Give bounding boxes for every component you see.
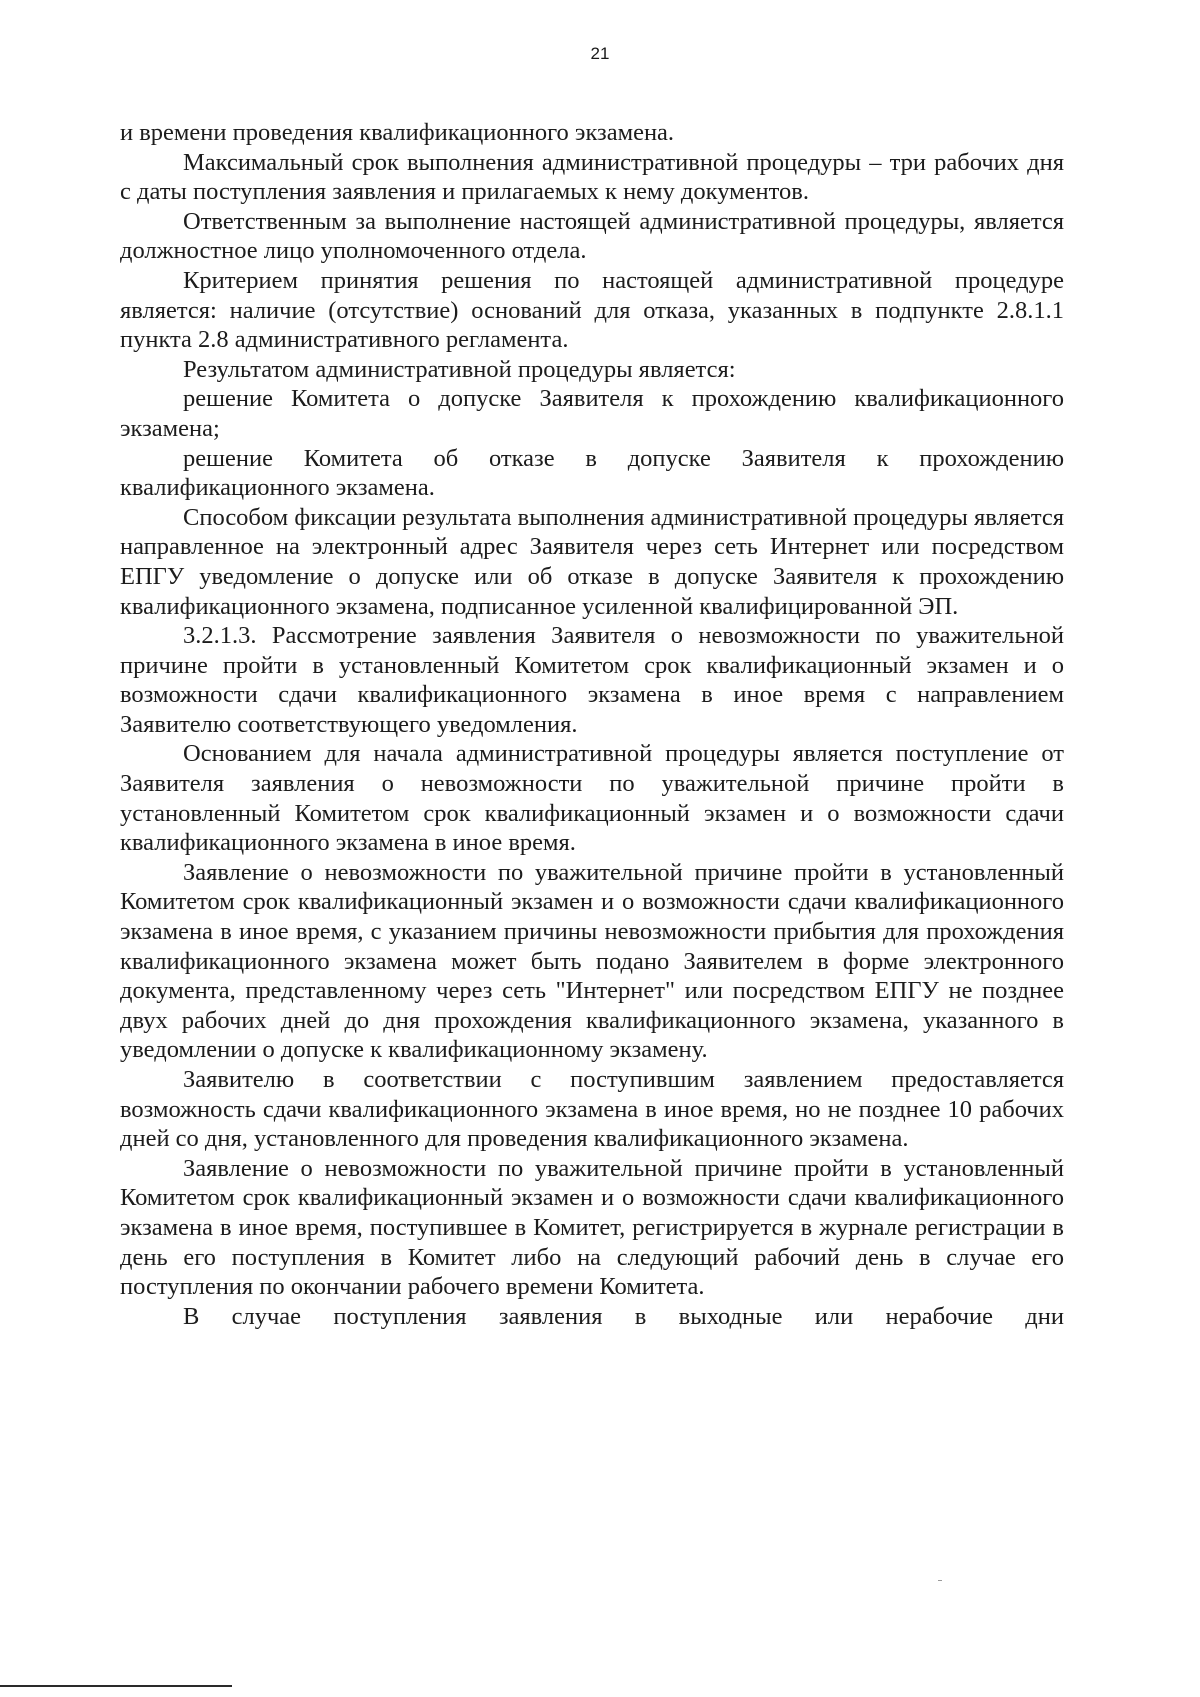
paragraph-2: Максимальный срок выполнения административной процедуры – три рабочих дня с даты поступления заявления и прилагаемых к нему документов. <box>120 148 1064 206</box>
paragraph-3: Ответственным за выполнение настоящей административной процедуры, является должностное лицо уполномоченного отдела. <box>120 207 1064 265</box>
paragraph-4: Критерием принятия решения по настоящей административной процедуре является: наличие (отсутствие) оснований для отказа, указанных в подпункте 2.8.1.1 пункта 2.8 административного регламента. <box>120 266 1064 354</box>
paragraph-12: Заявителю в соответствии с поступившим заявлением предоставляется возможность сдачи квалификационного экзамена в иное время, но не позднее 10 рабочих дней со дня, установленного для проведения квалификационного экзамена. <box>120 1066 1064 1153</box>
scan-speck <box>938 1580 942 1581</box>
paragraph-8: Способом фиксации результата выполнения административной процедуры является направленное на электронный адрес Заявителя через сеть Интернет или посредством ЕПГУ уведомление о допуске или об отказе в допуске Заявителя к прохождению квалификационного экзамена, подписанное усиленной квалифицированной ЭП. <box>120 503 1064 620</box>
paragraph-1: и времени проведения квалификационного экзамена. <box>120 119 675 146</box>
paragraph-13: Заявление о невозможности по уважительной причине пройти в установленный Комитетом срок квалификационный экзамен и о возможности сдачи квалификационного экзамена в иное время, поступившее в Комитет, регистрируется в журнале регистрации в день его поступления в Комитет либо на следующий рабочий день в случае его поступления по окончании рабочего времени Комитета. <box>120 1154 1064 1301</box>
paragraph-14: В случае поступления заявления в выходные или нерабочие дни <box>183 1302 1064 1330</box>
document-body <box>120 118 1064 1331</box>
paragraph-5: Результатом административной процедуры является: <box>183 355 736 383</box>
paragraph-11: Заявление о невозможности по уважительной причине пройти в установленный Комитетом срок квалификационный экзамен и о возможности сдачи квалификационного экзамена в иное время, с указанием причины невозможности прибытия для прохождения квалификационного экзамена может быть подано Заявителем в форме электронного документа, представленному через сеть "Интернет" или посредством ЕПГУ не позднее двух рабочих дней до дня прохождения квалификационного экзамена, указанного в уведомлении о допуске к квалификационному экзамену. <box>120 858 1064 1064</box>
paragraph-10: Основанием для начала административной процедуры является поступление от Заявителя заявления о невозможности по уважительной причине пройти в установленный Комитетом срок квалификационный экзамен и о возможности сдачи квалификационного экзамена в иное время. <box>120 740 1064 857</box>
page-number: 21 <box>590 44 610 63</box>
paragraph-6: решение Комитета о допуске Заявителя к прохождению квалификационного экзамена; <box>120 385 1064 442</box>
paragraph-7: решение Комитета об отказе в допуске Заявителя к прохождению квалификационного экзамена. <box>120 444 1064 502</box>
paragraph-9: 3.2.1.3. Рассмотрение заявления Заявителя о невозможности по уважительной причине пройти в установленный Комитетом срок квалификационный экзамен и о возможности сдачи квалификационного экзамена в иное время с направлением Заявителю соответствующего уведомления. <box>120 622 1064 738</box>
footnote-rule <box>0 1685 232 1687</box>
